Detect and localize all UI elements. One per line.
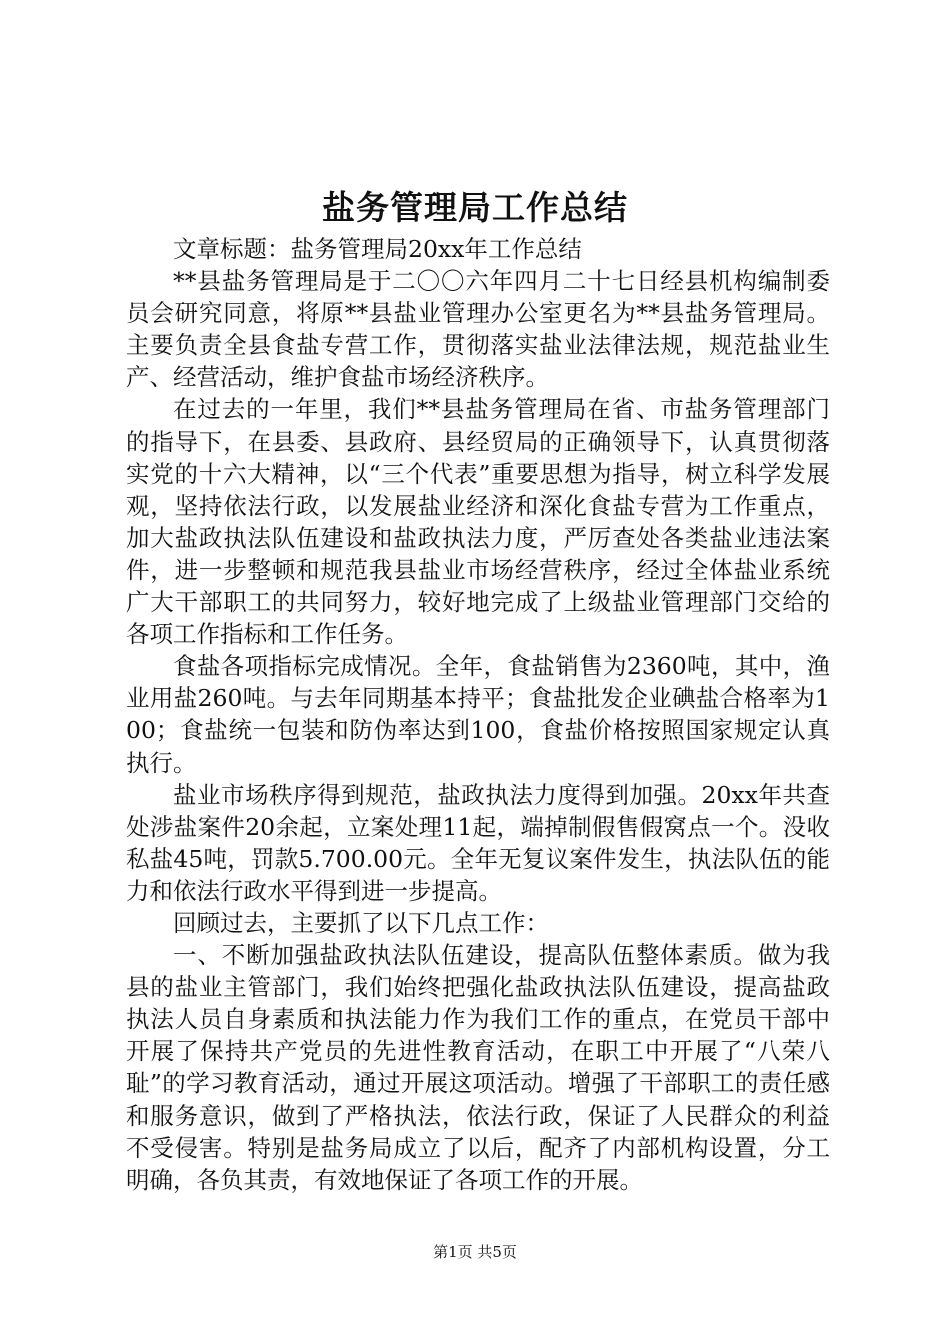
paragraph-market-order: 盐业市场秩序得到规范，盐政执法力度得到加强。20xx年共查处涉盐案件20余起，立案处理11起，端掉制假售假窝点一个。没收私盐45吨，罚款5.700.00元。全年无复议案件发生，执法队伍的能力和依法行政水平得到进一步提高。	[126, 780, 830, 905]
document-title: 盐务管理局工作总结	[322, 188, 628, 227]
paragraph-year-review: 在过去的一年里，我们**县盐务管理局在省、市盐务管理部门的指导下，在县委、县政府、县经贸局的正确领导下，认真贯彻落实党的十六大精神，以“三个代表”重要思想为指导，树立科学发展观，坚持依法行政，以发展盐业经济和深化食盐专营为工作重点，加大盐政执法队伍建设和盐政执法力度，严厉查处各类盐业违法案件，进一步整顿和规范我县盐业市场经营秩序，经过全体盐业系统广大干部职工的共同努力，较好地完成了上级盐业管理部门交给的各项工作指标和工作任务。	[126, 395, 830, 649]
paragraph-salt-indicators: 食盐各项指标完成情况。全年，食盐销售为2360吨，其中，渔业用盐260吨。与去年同期基本持平；食盐批发企业碘盐合格率为100；食盐统一包装和防伪率达到100，食盐价格按照国家规定认真执行。	[126, 652, 830, 777]
article-heading-line: 文章标题：盐务管理局20xx年工作总结	[173, 235, 582, 263]
paragraph-introduction: **县盐务管理局是于二〇〇六年四月二十七日经县机构编制委员会研究同意，将原**县盐业管理办公室更名为**县盐务管理局。主要负责全县食盐专营工作，贯彻落实盐业法律法规，规范盐业生产、经营活动，维护食盐市场经济秩序。	[126, 267, 830, 392]
page-number-footer: 第1页 共5页	[433, 1243, 517, 1261]
paragraph-review-intro: 回顾过去，主要抓了以下几点工作：	[173, 908, 549, 937]
paragraph-team-building: 一、不断加强盐政执法队伍建设，提高队伍整体素质。做为我县的盐业主管部门，我们始终把强化盐政执法队伍建设，提高盐政执法人员自身素质和执法能力作为我们工作的重点，在党员干部中开展了保持共产党员的先进性教育活动，在职工中开展了“八荣八耻”的学习教育活动，通过开展这项活动。增强了干部职工的责任感和服务意识，做到了严格执法，依法行政，保证了人民群众的利益不受侵害。特别是盐务局成立了以后，配齐了内部机构设置，分工明确，各负其责，有效地保证了各项工作的开展。	[126, 941, 830, 1194]
document-body	[126, 233, 830, 1196]
